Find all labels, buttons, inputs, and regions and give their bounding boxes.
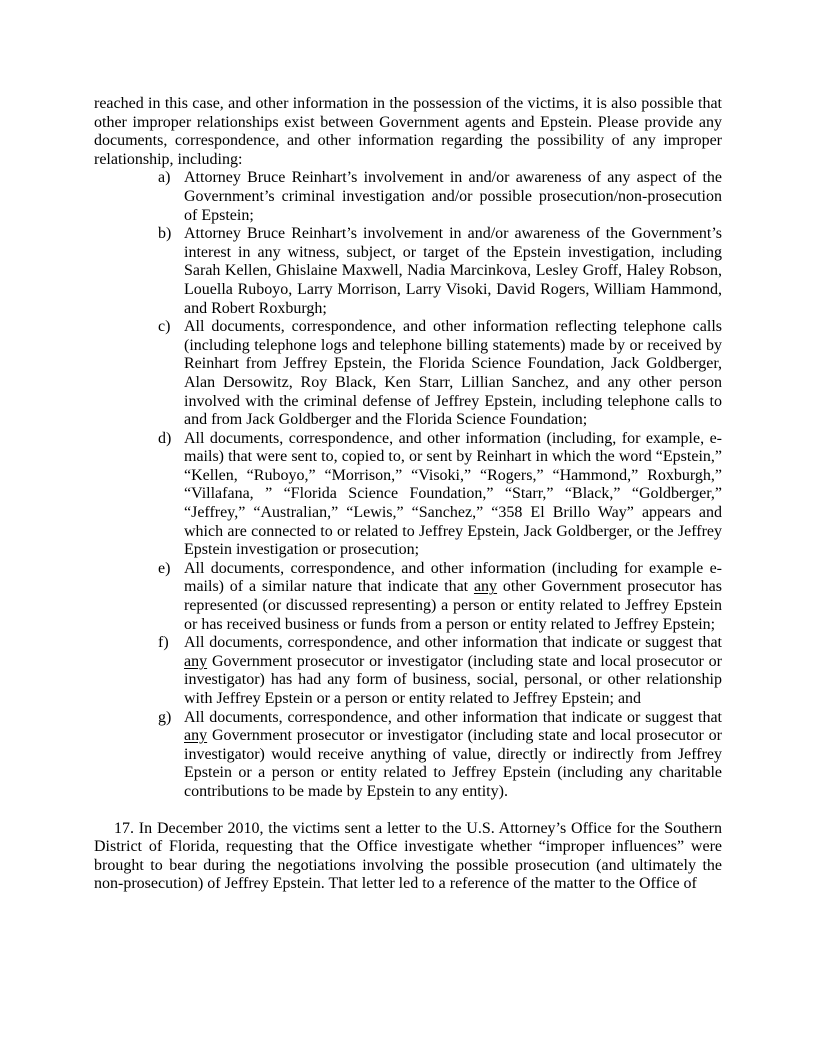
list-item-text: All documents, correspondence, and other information that indicate or suggest that any Government prosecutor or investigator (including state and local prosecutor or investigator) would receive anything of value, directly or indirectly from Jeffrey Epstein or a person or entity related to Jeffrey Epstein (including any charitable contributions to be made by Epstein to any entity). [184,708,722,800]
request-list-item [94,430,722,560]
list-item-text: All documents, correspondence, and other information (including, for example, e-mails) that were sent to, copied to, or sent by Reinhart in which the word “Epstein,” “Kellen, “Ruboyo,” “Morrison,” “Visoki,” “Rogers,” “Hammond,” Roxburgh,” “Villafana, ” “Florida Science Foundation,” “Starr,” “Black,” “Goldberger,” “Jeffrey,” “Australian,” “Lewis,” “Sanchez,” “358 El Brillo Way” appears and which are connected to or related to Jeffrey Epstein, Jack Goldberger, or the Jeffrey Epstein investigation or prosecution; [184,429,722,559]
list-item-label: b) [158,225,172,243]
intro-paragraph: reached in this case, and other information in the possession of the victims, it is also possible that other improper relationships exist between Government agents and Epstein. Please provide any documents, correspondence, and other information regarding the possibility of any improper relationship, including: [94,95,722,168]
request-list-item [94,560,722,634]
list-item-label: c) [158,318,171,336]
request-list-item [94,634,722,708]
list-item-label: d) [158,429,172,447]
list-item-text: Attorney Bruce Reinhart’s involvement in and/or awareness of any aspect of the Government’s criminal investigation and/or possible prosecution/non-prosecution of Epstein; [184,169,722,224]
list-item-text: Attorney Bruce Reinhart’s involvement in and/or awareness of the Government’s interest in any witness, subject, or target of the Epstein investigation, including Sarah Kellen, Ghislaine Maxwell, Nadia Marcinkova, Lesley Groff, Haley Robson, Louella Ruboyo, Larry Morrison, Larry Visoki, David Rogers, William Hammond, and Robert Roxburgh; [184,225,722,317]
request-list-item [94,225,722,318]
underlined-word: any [473,578,498,596]
paragraph-17: 17. In December 2010, the victims sent a letter to the U.S. Attorney’s Office for the Southern District of Florida, requesting that the Office investigate whether “improper influences” were brought to bear during the negotiations involving the possible prosecution (and ultimately the non-prosecution) of Jeffrey Epstein. That letter led to a reference of the matter to the Office of [94,819,722,893]
request-list [94,169,722,801]
list-item-label: f) [158,634,169,652]
page-content [94,95,722,894]
list-item-label: a) [158,169,171,187]
request-list-item [94,318,722,430]
list-item-label: g) [158,708,172,726]
underlined-word: any [184,652,208,670]
list-item-text: All documents, correspondence, and other information (including for example e-mails) of a similar nature that indicate that any other Government prosecutor has represented (or discussed representing) a person or entity related to Jeffrey Epstein or has received business or funds from a person or entity related to Jeffrey Epstein; [184,559,722,633]
underlined-word: any [184,727,208,745]
list-item-text: All documents, correspondence, and other information reflecting telephone calls (including telephone logs and telephone billing statements) made by or received by Reinhart from Jeffrey Epstein, the Florida Science Foundation, Jack Goldberger, Alan Dersowitz, Roy Black, Ken Starr, Lillian Sanchez, and any other person involved with the criminal defense of Jeffrey Epstein, including telephone calls to and from Jack Goldberger and the Florida Science Foundation; [184,318,722,429]
list-item-text: All documents, correspondence, and other information that indicate or suggest that any Government prosecutor or investigator (including state and local prosecutor or investigator) has had any form of business, social, personal, or other relationship with Jeffrey Epstein or a person or entity related to Jeffrey Epstein; and [184,634,722,707]
list-item-label: e) [158,559,171,577]
request-list-item [94,709,722,802]
request-list-item [94,169,722,225]
